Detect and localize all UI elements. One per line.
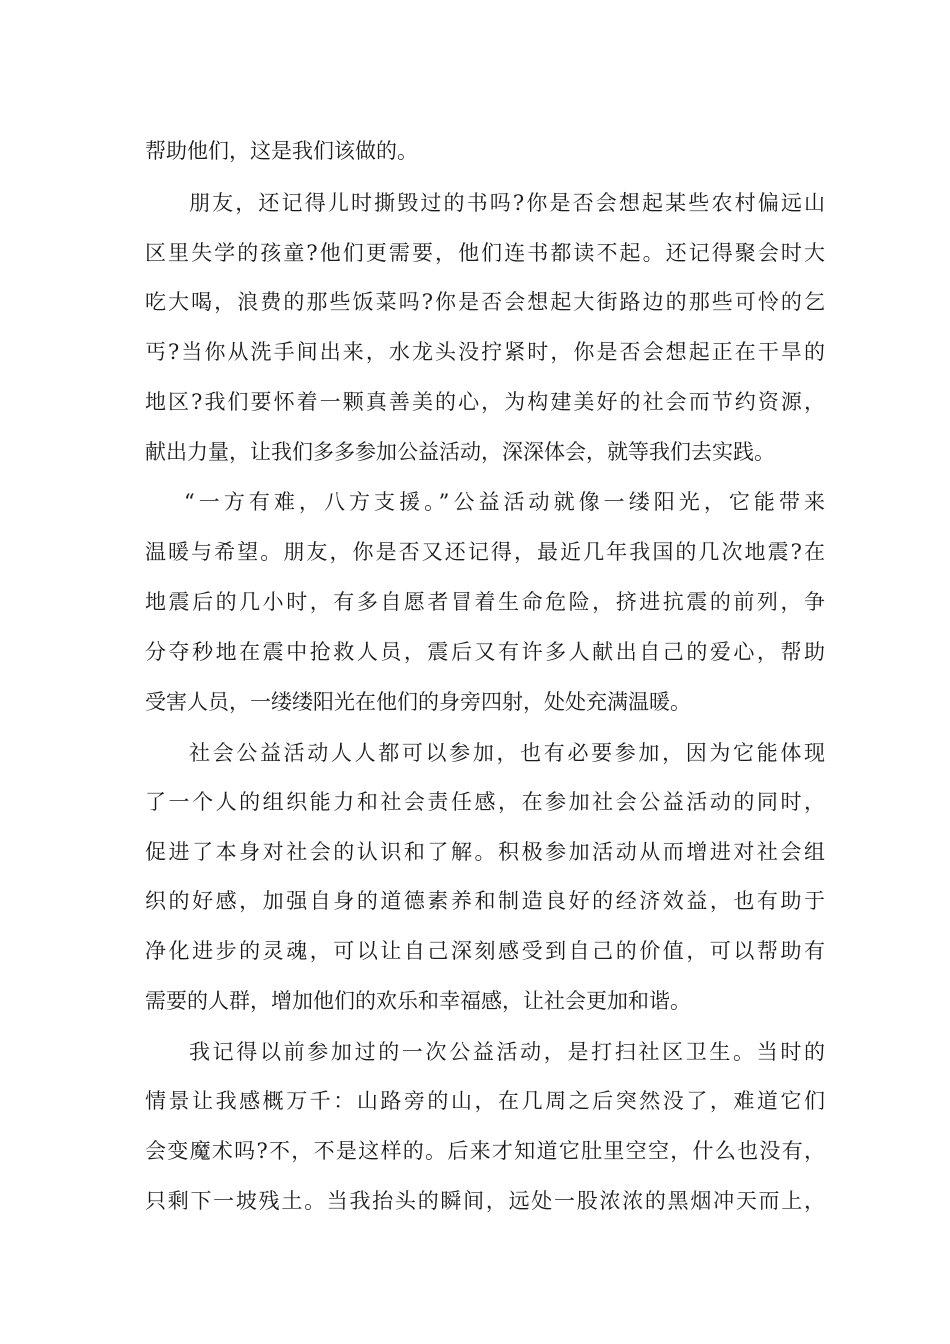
paragraph-2-line-5: 地区?我们要怀着一颗真善美的心，为构建美好的社会而节约资源， (145, 390, 825, 414)
paragraph-3-line-4: 分夺秒地在震中抢救人员，震后又有许多人献出自己的爱心，帮助 (145, 640, 825, 664)
paragraph-4-line-2: 了一个人的组织能力和社会责任感，在参加社会公益活动的同时， (145, 790, 825, 814)
paragraph-2-line-6: 献出力量，让我们多多参加公益活动，深深体会，就等我们去实践。 (145, 440, 775, 464)
paragraph-3-line-1: “一方有难，八方支援。”公益活动就像一缕阳光，它能带来 (184, 490, 825, 514)
paragraph-1-line-1: 帮助他们，这是我们该做的。 (145, 139, 418, 163)
paragraph-5-line-2: 情景让我感概万千：山路旁的山，在几周之后突然没了，难道它们 (145, 1089, 825, 1113)
paragraph-3-line-5: 受害人员，一缕缕阳光在他们的身旁四射，处处充满温暖。 (145, 690, 691, 714)
paragraph-5-line-1: 我记得以前参加过的一次公益活动，是打扫社区卫生。当时的 (189, 1040, 825, 1064)
paragraph-4-line-1: 社会公益活动人人都可以参加，也有必要参加，因为它能体现 (189, 741, 825, 765)
paragraph-2-line-1: 朋友，还记得儿时撕毁过的书吗?你是否会想起某些农村偏远山 (189, 191, 825, 215)
paragraph-3-line-2: 温暖与希望。朋友，你是否又还记得，最近几年我国的几次地震?在 (145, 540, 825, 564)
paragraph-2-line-2: 区里失学的孩童?他们更需要，他们连书都读不起。还记得聚会时大 (145, 241, 825, 265)
paragraph-2-line-3: 吃大喝，浪费的那些饭菜吗?你是否会想起大街路边的那些可怜的乞 (145, 290, 825, 314)
paragraph-5-line-4: 只剩下一坡残土。当我抬头的瞬间，远处一股浓浓的黑烟冲天而上， (145, 1189, 825, 1213)
paragraph-4-line-6: 需要的人群，增加他们的欢乐和幸福感，让社会更加和谐。 (145, 989, 691, 1013)
paragraph-3-line-3: 地震后的几小时，有多自愿者冒着生命危险，挤进抗震的前列，争 (145, 590, 825, 614)
paragraph-2-line-4: 丐?当你从洗手间出来，水龙头没拧紧时，你是否会想起正在干旱的 (145, 340, 825, 364)
paragraph-5-line-3: 会变魔术吗?不，不是这样的。后来才知道它肚里空空，什么也没有， (145, 1139, 825, 1163)
paragraph-4-line-3: 促进了本身对社会的认识和了解。积极参加活动从而增进对社会组 (145, 840, 825, 864)
paragraph-4-line-5: 净化进步的灵魂，可以让自己深刻感受到自己的价值，可以帮助有 (145, 939, 825, 963)
paragraph-4-line-4: 织的好感，加强自身的道德素养和制造良好的经济效益，也有助于 (145, 889, 825, 913)
